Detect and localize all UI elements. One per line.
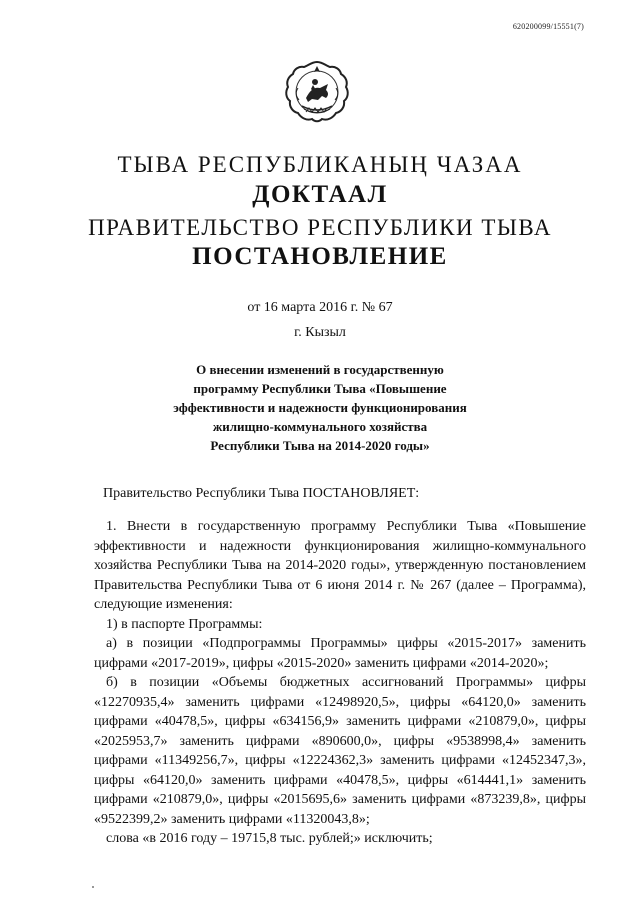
paragraph: а) в позиции «Подпрограммы Программы» цифры «2015-2017» заменить цифрами «2017-2019», цифры «2015-2020» заменить цифрами «2014-2020»; xyxy=(94,636,586,671)
title-line: Республики Тыва на 2014-2020 годы» xyxy=(210,438,430,453)
preamble: Правительство Республики Тыва ПОСТАНОВЛЯЕТ: xyxy=(103,486,420,501)
title-line: эффективности и надежности функционирования xyxy=(173,400,467,415)
header-doktaal: ДОКТААЛ xyxy=(252,181,388,208)
header-tyva-government: ТЫВА РЕСПУБЛИКАНЫҢ ЧАЗАА xyxy=(117,152,523,177)
document-city: г. Кызыл xyxy=(294,325,346,340)
document-body xyxy=(94,517,586,849)
document-number: 620200099/15551(7) xyxy=(512,22,584,31)
paragraph: 1. Внести в государственную программу Республики Тыва «Повышение эффективности и надежности функционирования жилищно-коммунального хозяйства Республики Тыва на 2014-2020 годы», утвержденную постановлением Правительства Республики Тыва от 6 июня 2014 г. № 267 (далее – Программа), следующие изменения: xyxy=(94,519,586,612)
paragraph: 1) в паспорте Программы: xyxy=(106,616,263,632)
title-line: О внесении изменений в государственную xyxy=(196,362,444,377)
header-resolution: ПОСТАНОВЛЕНИЕ xyxy=(192,243,448,270)
title-line: программу Республики Тыва «Повышение xyxy=(193,381,447,396)
document-date: от 16 марта 2016 г. № 67 xyxy=(247,300,393,315)
paragraph: б) в позиции «Объемы бюджетных ассигнований Программы» цифры «12270935,4» заменить цифрами «12498920,5», цифры «64120,0» заменить цифрами «40478,5», цифры «634156,9» заменить цифрами «210879,0», цифры «2025953,7» заменить цифрами «890600,0», цифры «9538998,4» заменить цифрами «11349256,7», цифры «12224362,3» заменить цифрами «12452347,3», цифры «64120,0» заменить цифрами «40478,5», цифры «614441,1» заменить цифрами «210879,0», цифры «2015695,6» заменить цифрами «873239,8», цифры «9522399,2» заменить цифрами «11320043,8»; xyxy=(94,675,586,827)
paragraph: слова «в 2016 году – 19715,8 тыс. рублей;» исключить; xyxy=(106,831,433,846)
tyva-coat-of-arms-icon xyxy=(282,58,352,128)
scan-speck xyxy=(92,886,94,888)
document-title xyxy=(0,360,640,455)
title-line: жилищно-коммунального хозяйства xyxy=(212,419,428,434)
header-government: ПРАВИТЕЛЬСТВО РЕСПУБЛИКИ ТЫВА xyxy=(88,215,552,240)
